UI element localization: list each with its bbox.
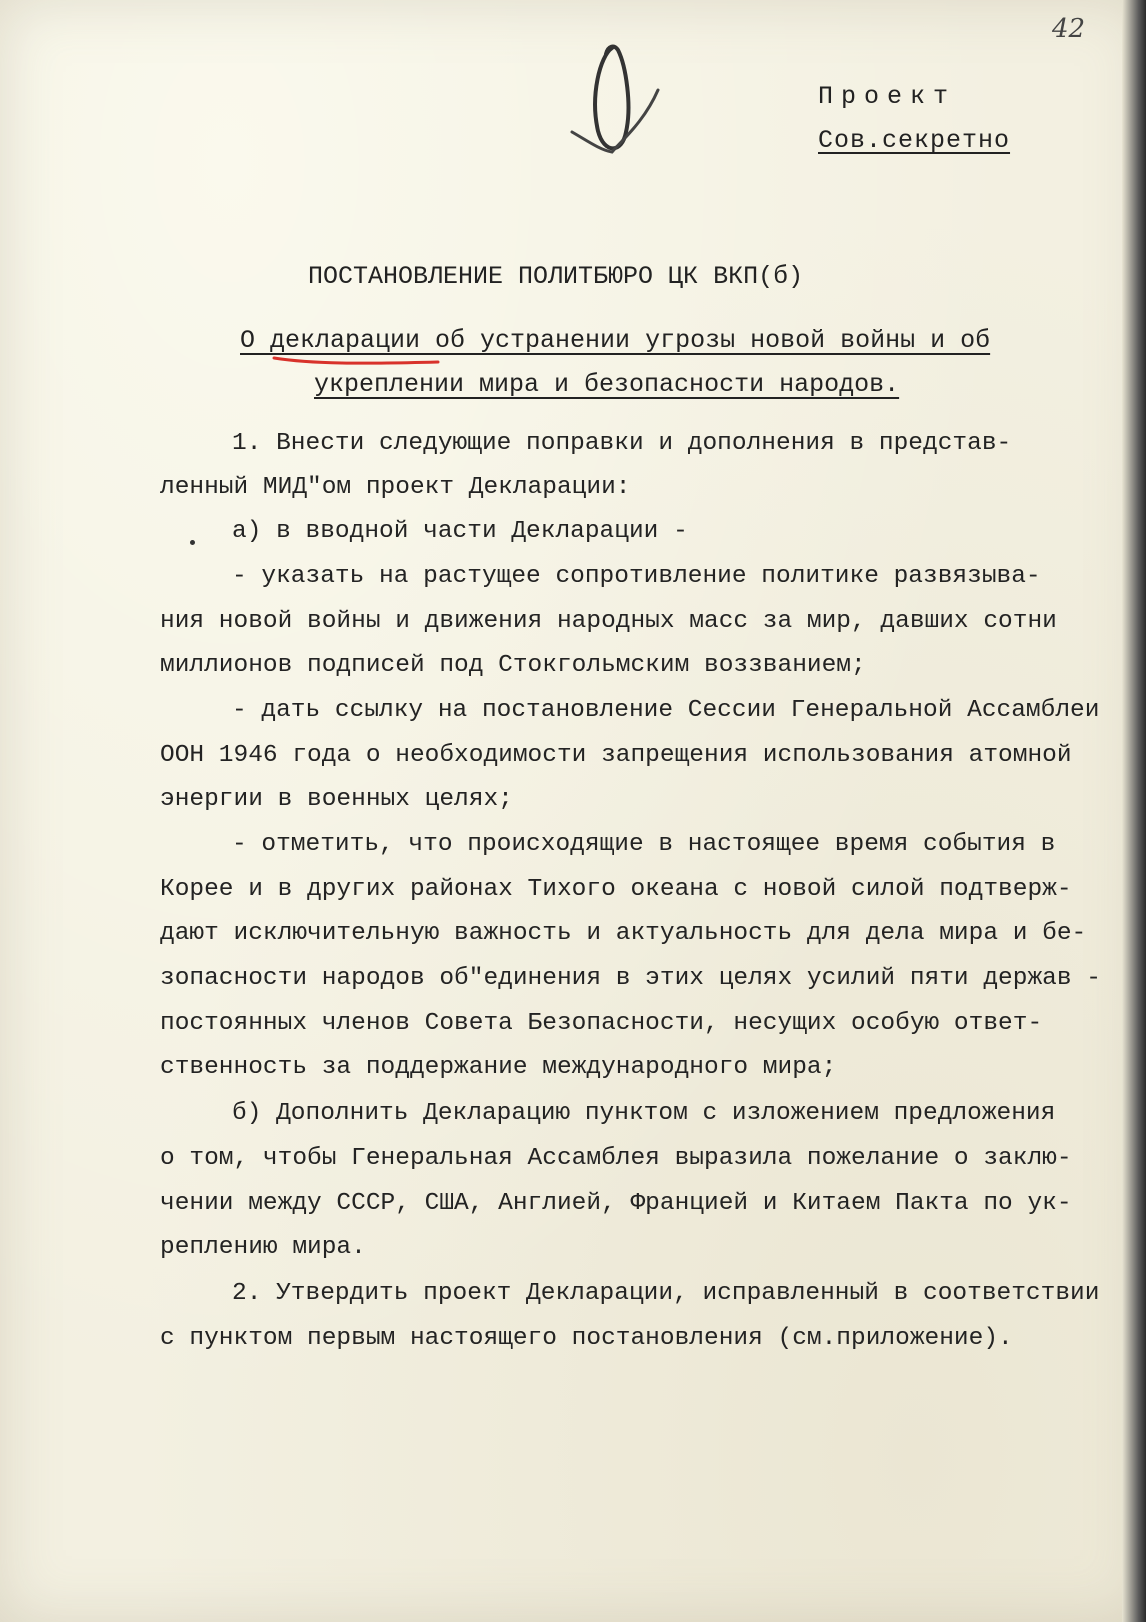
body-line: - отметить, что происходящие в настоящее время события в — [232, 831, 1056, 858]
body-line: реплению мира. — [160, 1234, 366, 1261]
body-line: о том, чтобы Генеральная Ассамблея выразила пожелание о заклю- — [160, 1145, 1072, 1172]
draft-label: Проект — [818, 82, 957, 111]
classification-label: Сов.секретно — [818, 126, 1011, 155]
body-line: ленный МИД"ом проект Декларации: — [160, 474, 631, 501]
document-title: ПОСТАНОВЛЕНИЕ ПОЛИТБЮРО ЦК ВКП(б) — [308, 262, 804, 291]
body-line: миллионов подписей под Стокгольмским воззванием; — [160, 652, 866, 679]
body-line: - дать ссылку на постановление Сессии Генеральной Ассамблеи — [232, 697, 1100, 724]
body-line: Корее и в других районах Тихого океана с новой силой подтверж- — [160, 876, 1072, 903]
body-line: ния новой войны и движения народных масс за мир, давших сотни — [160, 608, 1057, 635]
body-line: а) в вводной части Декларации - — [232, 518, 688, 545]
body-line: с пунктом первым настоящего постановления (см.приложение). — [160, 1325, 1013, 1352]
subtitle-line-1: О декларации об устранении угрозы новой войны и об — [240, 326, 991, 355]
body-line: постоянных членов Совета Безопасности, несущих особую ответ- — [160, 1010, 1043, 1037]
body-line: - указать на растущее сопротивление политике развязыва- — [232, 563, 1041, 590]
body-line: зопасности народов об"единения в этих целях усилий пяти держав - — [160, 965, 1101, 992]
body-line: чении между СССР, США, Англией, Францией и Китаем Пакта по ук- — [160, 1190, 1072, 1217]
page-number: 42 — [1052, 14, 1086, 44]
body-line: дают исключительную важность и актуальность для дела мира и бе- — [160, 920, 1087, 947]
body-line: ООН 1946 года о необходимости запрещения использования атомной — [160, 742, 1072, 769]
body-line: б) Дополнить Декларацию пунктом с изложением предложения — [232, 1100, 1056, 1127]
body-line: энергии в военных целях; — [160, 786, 513, 813]
body-line: 2. Утвердить проект Декларации, исправленный в соответствии — [232, 1280, 1100, 1307]
subtitle-line-2: укреплении мира и безопасности народов. — [314, 370, 900, 399]
body-line: 1. Внести следующие поправки и дополнения в представ- — [232, 430, 1012, 457]
body-line: ственность за поддержание международного мира; — [160, 1054, 837, 1081]
